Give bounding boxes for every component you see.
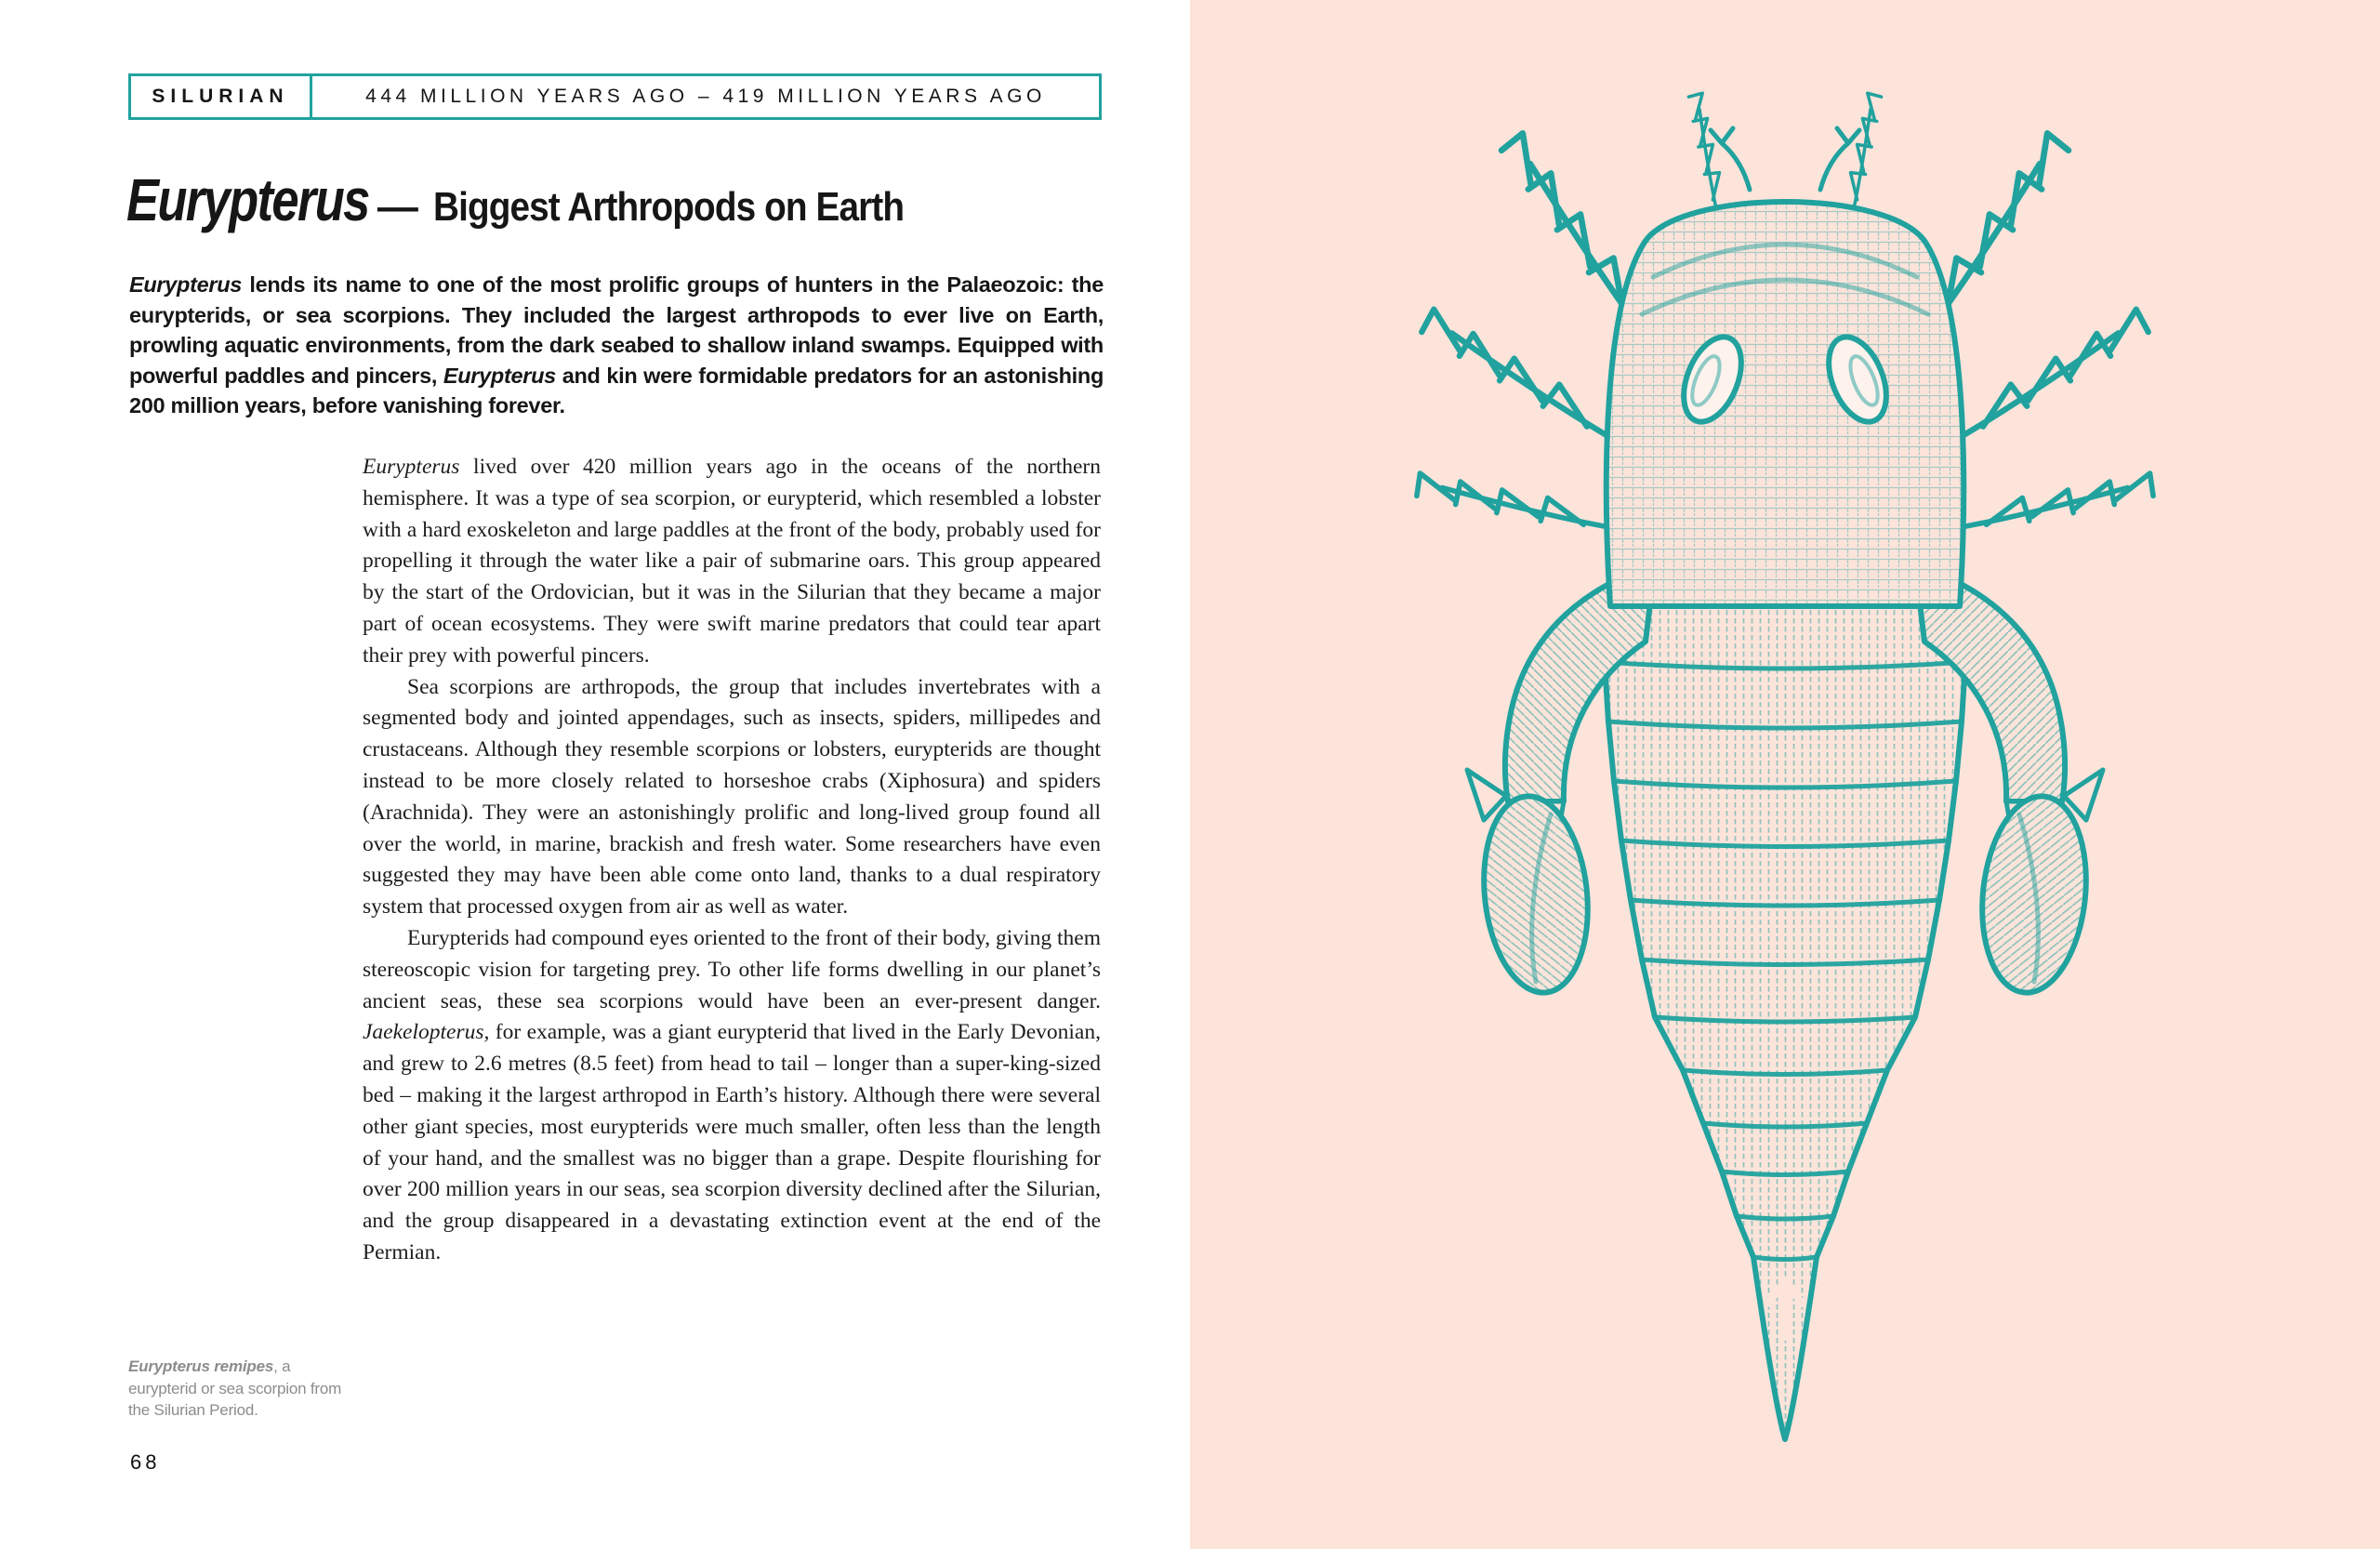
title-dash: — [377, 184, 418, 230]
title-genus: Eurypterus [126, 166, 369, 233]
body-paragraph-3: Eurypterids had compound eyes oriented to the front of their body, giving them stereoscopic vision for targeting prey. To other life forms dwelling in our planet’s ancient seas, these sea scorpions would have been an ever-present danger. Jaekelopterus, for example, was a giant eurypterid that lived in the Early Devonian, and grew to 2.6 metres (8.5 feet) from head to tail – longer than a super-king-sized bed – making it the largest arthropod in Earth’s history. Although there were several other giant species, most eurypterids were much smaller, often less than the length of your hand, and the smallest was no bigger than a grape. Despite flourishing for over 200 million years in our seas, sea scorpion diversity declined after the Silurian, and the group disappeared in a devastating extinction event at the end of the Permian. [363, 925, 1101, 1264]
page-number: 68 [130, 1450, 161, 1474]
page-title [126, 165, 968, 234]
head-shield [1606, 202, 1964, 606]
title-subtitle: Biggest Arthropods on Earth [432, 184, 905, 230]
body-paragraph-1: Eurypterus lived over 420 million years ago in the oceans of the northern hemisphere. It was a type of sea scorpion, or eurypterid, which resembled a lobster with a hard exoskeleton and large paddles at the front of the body, probably used for propelling it through the water like a pair of submarine oars. This group appeared by the start of the Ordovician, but it was in the Silurian that they became a major part of ocean ecosystems. They were swift marine predators that could tear apart their prey with powerful pincers. [363, 455, 1101, 668]
illustration-caption: Eurypterus remipes, a eurypterid or sea scorpion from the Silurian Period. [128, 1357, 342, 1419]
chelicerae [1711, 128, 1859, 190]
segmented-body [1603, 602, 1967, 1439]
intro-paragraph: Eurypterus lends its name to one of the most prolific groups of hunters in the Palaeozoic: the eurypterids, or sea scorpions. They included the largest arthropods to ever live on Earth, prowling aquatic environments, from the dark seabed to shallow inland swamps. Equipped with powerful paddles and pincers, Eurypterus and kin were formidable predators for an astonishing 200 million years, before vanishing forever. [129, 272, 1104, 417]
period-range: 444 MILLION YEARS AGO – 419 MILLION YEARS AGO [365, 86, 1046, 107]
period-name: SILURIAN [131, 76, 312, 117]
body-text-column [363, 452, 1101, 1269]
period-header [128, 73, 1102, 120]
right-page [1190, 0, 2380, 1549]
eurypterus-engraving-illustration [1413, 84, 2157, 1478]
body-paragraph-2: Sea scorpions are arthropods, the group that includes invertebrates with a segmented body and jointed appendages, such as insects, spiders, millipedes and crustaceans. Although they resemble scorpions or lobsters, eurypterids are thought instead to be more closely related to horseshoe crabs (Xiphosura) and spiders (Arachnida). They were an astonishingly prolific and long-lived group found all over the world, in marine, brackish and fresh water. Some researchers have even suggested they may have been able come onto land, thanks to a dual respiratory system that processed oxygen from air as well as water. [363, 674, 1101, 920]
